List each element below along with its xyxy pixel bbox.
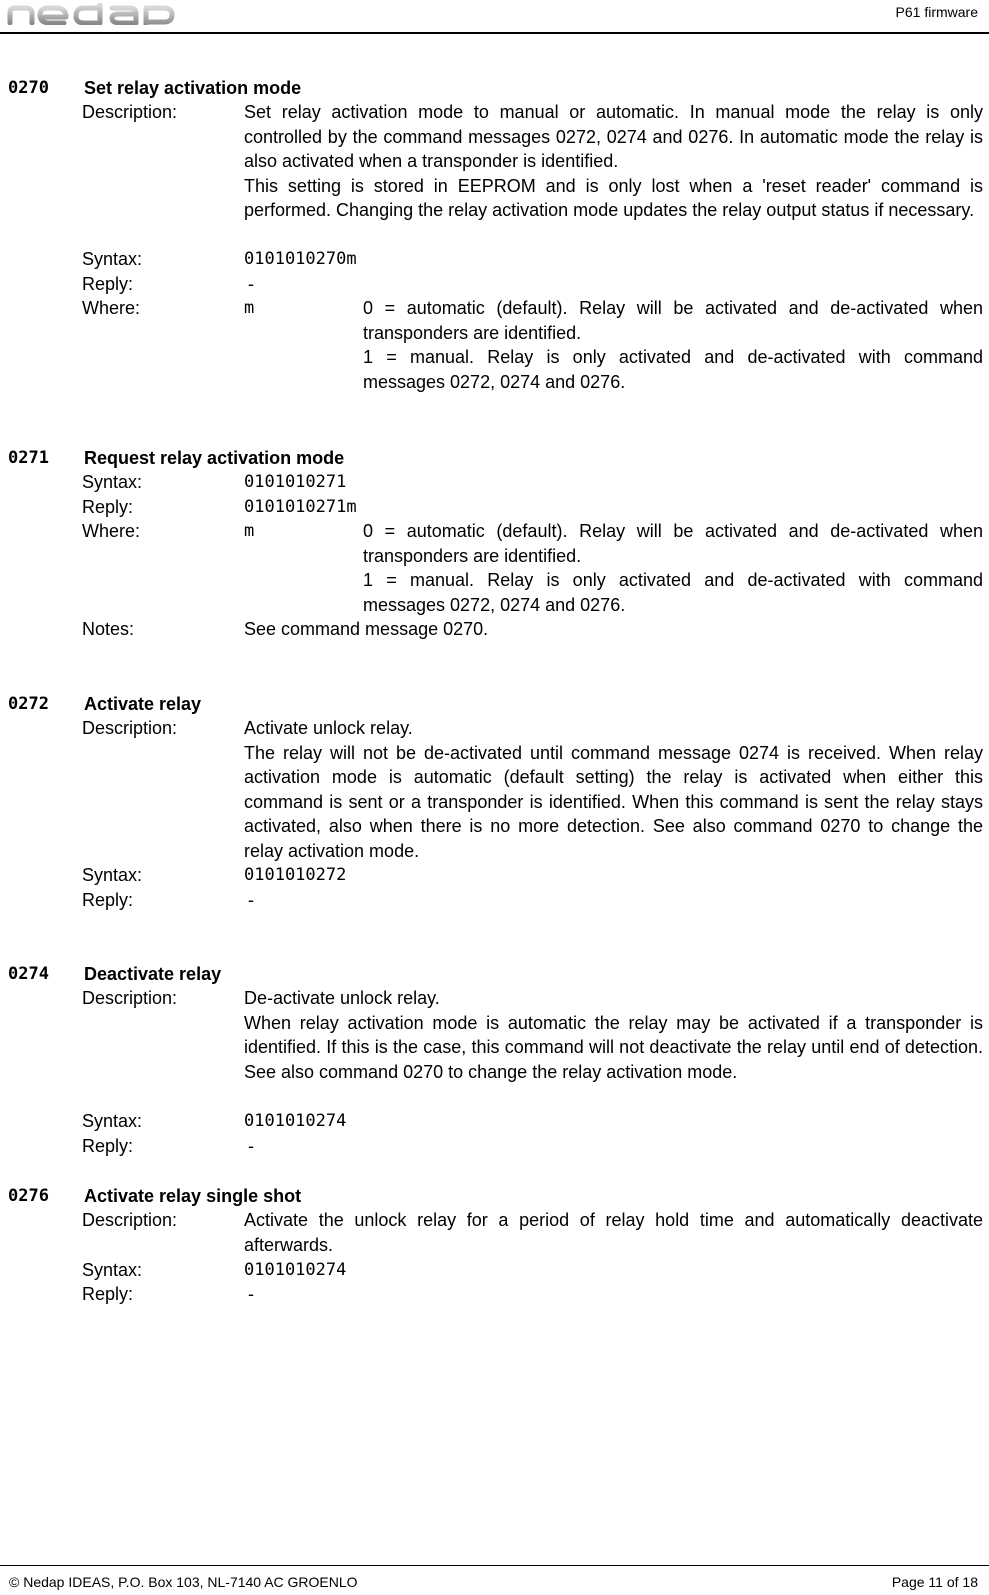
page-footer [0,1565,989,1595]
page-number: Page 11 of 18 [891,1574,978,1590]
syntax-value: 0101010271 [244,472,347,492]
command-title: Request relay activation mode [84,448,345,468]
reply-value: 0101010271m [244,497,357,517]
where-option: 1 = manual. Relay is only activated and de-activated with command messages 0272, 0274 and 0276. [363,347,983,392]
command-code: 0274 [8,964,49,984]
page-header [0,0,989,34]
syntax-label: Syntax: [82,249,143,269]
command-title: Set relay activation mode [84,78,302,98]
syntax-label: Syntax: [82,1260,143,1280]
command-title: Activate relay single shot [84,1186,302,1206]
where-text [363,519,983,617]
description-label: Description: [82,1210,178,1230]
syntax-value: 0101010270m [244,249,357,269]
footer-address: © Nedap IDEAS, P.O. Box 103, NL-7140 AC GROENLO [9,1574,358,1590]
description-text [244,100,983,223]
reply-label: Reply: [82,274,134,294]
where-option: 0 = automatic (default). Relay will be activated and de-activated when transponders are identified. [363,521,983,566]
notes-label: Notes: [82,619,135,639]
description-paragraph: Activate the unlock relay for a period of relay hold time and automatically deactivate afterwards. [244,1210,983,1255]
where-option: 1 = manual. Relay is only activated and de-activated with command messages 0272, 0274 and 0276. [363,570,983,615]
description-paragraph: The relay will not be de-activated until command message 0274 is received. When relay activation mode is automatic (default setting) the relay is activated when either this command is sent or a transponder is identified. When this command is sent the relay stays activated, also when there is no more detection. See also command 0270 to change the relay activation mode. [244,742,983,861]
syntax-label: Syntax: [82,865,143,885]
reply-value: - [248,890,254,910]
description-paragraph: Activate unlock relay. [244,718,413,738]
reply-label: Reply: [82,1284,134,1304]
syntax-label: Syntax: [82,1111,143,1131]
command-title: Deactivate relay [84,964,222,984]
description-text [244,1208,983,1257]
reply-value: - [248,274,254,294]
command-title: Activate relay [84,694,202,714]
syntax-value: 0101010274 [244,1111,347,1131]
syntax-value: 0101010272 [244,865,347,885]
description-paragraph: This setting is stored in EEPROM and is only lost when a 'reset reader' command is performed. Changing the relay activation mode updates the relay output status if necessary. [244,175,983,220]
where-variable: m [244,521,255,541]
description-paragraph: De-activate unlock relay. [244,988,440,1008]
command-code: 0270 [8,78,49,98]
command-code: 0276 [8,1186,49,1206]
where-text [363,296,983,394]
reply-label: Reply: [82,1136,134,1156]
description-label: Description: [82,102,178,122]
reply-label: Reply: [82,890,134,910]
where-label: Where: [82,298,141,318]
command-code: 0272 [8,694,49,714]
description-paragraph: When relay activation mode is automatic the relay may be activated if a transponder is identified. If this is the case, this command will not deactivate the relay until end of detection. See also command 0270 to change the relay activation mode. [244,1012,983,1082]
syntax-label: Syntax: [82,472,143,492]
where-variable: m [244,298,255,318]
notes-value: See command message 0270. [244,619,489,639]
description-text [244,986,983,1084]
syntax-value: 0101010274 [244,1260,347,1280]
reply-value: - [248,1284,254,1304]
description-label: Description: [82,988,178,1008]
reply-value: - [248,1136,254,1156]
description-label: Description: [82,718,178,738]
command-code: 0271 [8,448,49,468]
description-text [244,716,983,863]
where-option: 0 = automatic (default). Relay will be activated and de-activated when transponders are identified. [363,298,983,343]
description-paragraph: Set relay activation mode to manual or automatic. In manual mode the relay is only controlled by the command messages 0272, 0274 and 0276. In automatic mode the relay is also activated when a transponder is identified. [244,102,983,171]
where-label: Where: [82,521,141,541]
document-title: P61 firmware [895,4,978,20]
nedap-logo-icon [6,3,178,25]
reply-label: Reply: [82,497,134,517]
